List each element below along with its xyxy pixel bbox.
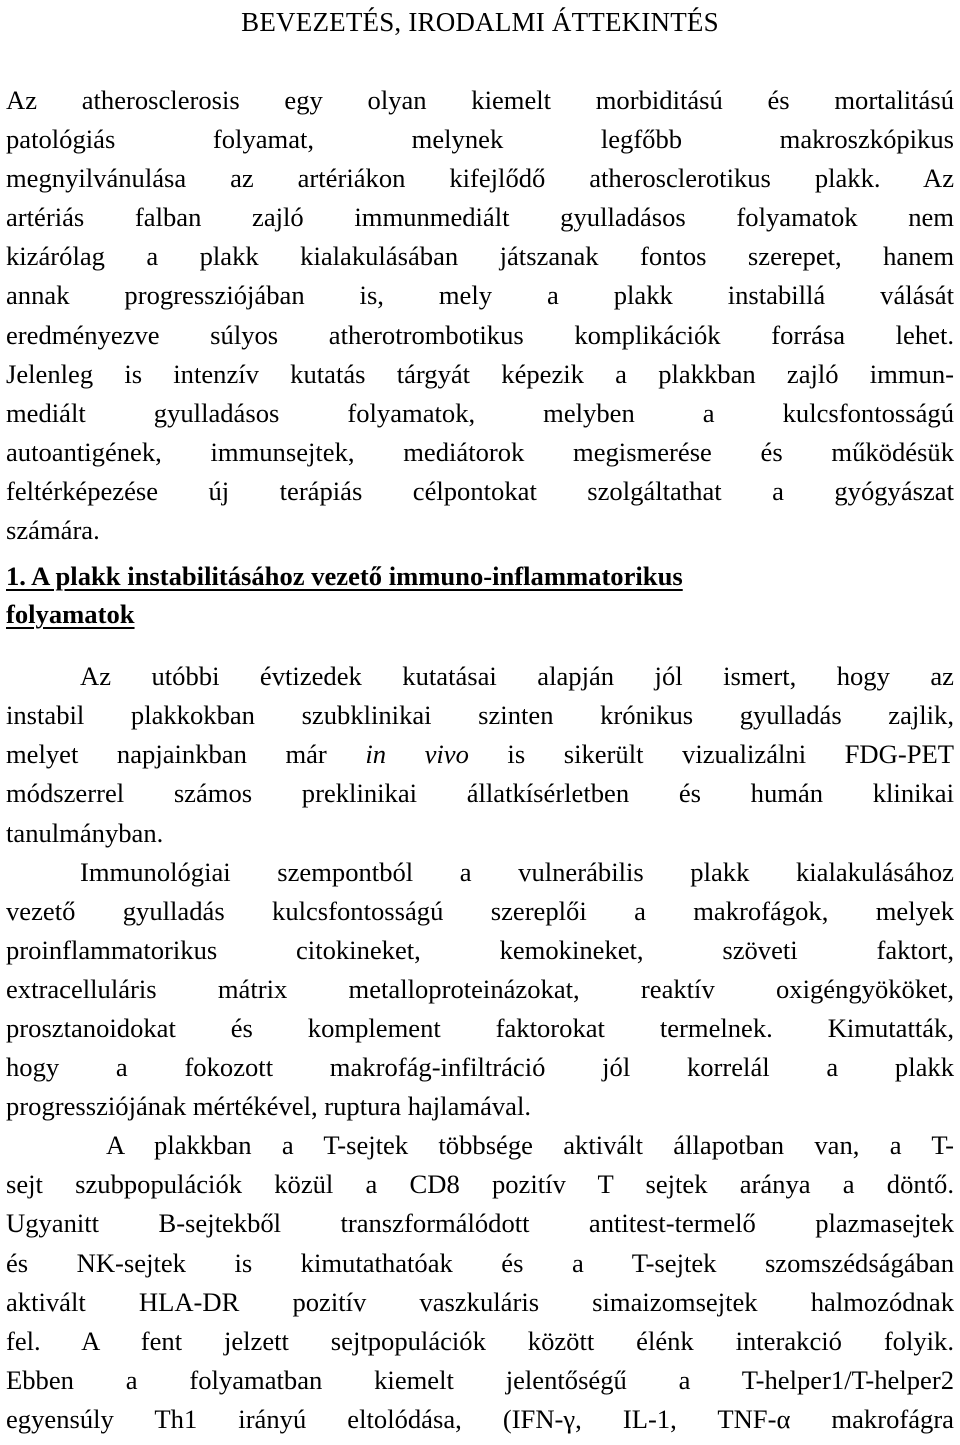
text-line: instabil plakkokban szubklinikai szinten krónikus gyulladás zajlik,: [6, 700, 954, 731]
text-line: annak progressziójában is, mely a plakk instabillá válását: [6, 280, 954, 311]
paragraph-t-cells: [6, 1126, 954, 1439]
text-line: feltérképezése új terápiás célpontokat szolgáltathat a gyógyászat: [6, 475, 954, 506]
text-line: aktivált HLA-DR pozitív vaszkuláris simaizomsejtek halmozódnak: [6, 1286, 954, 1317]
text-line: sejt szubpopulációk közül a CD8 pozitív T sejtek aránya a döntő.: [6, 1169, 954, 1200]
text-segment: is sikerült vizualizálni FDG-PET: [468, 739, 954, 770]
text-line: Az atherosclerosis egy olyan kiemelt morbiditású és mortalitású: [6, 85, 954, 115]
text-line: hogy a fokozott makrofág-infiltráció jól korrelál a plakk: [6, 1052, 954, 1083]
text-line: tanulmányban.: [6, 817, 164, 848]
text-segment: melyet napjainkban már: [6, 739, 366, 770]
paragraph-macrophages: [6, 853, 954, 1127]
paragraph-chronic-inflammation: [6, 657, 954, 852]
text-line: vezető gyulladás kulcsfontosságú szereplői a makrofágok, melyek: [6, 895, 954, 926]
intro-paragraph: [6, 81, 954, 550]
italic-term: in vivo: [365, 739, 469, 770]
text-line: artériás falban zajló immunmediált gyulladásos folyamatok nem: [6, 202, 954, 233]
text-line: módszerrel számos preklinikai állatkísérletben és humán klinikai: [6, 778, 954, 809]
text-line-with-italic: [6, 735, 954, 774]
heading-line: folyamatok: [6, 599, 135, 630]
text-line: proinflammatorikus citokineket, kemokineket, szöveti faktort,: [6, 934, 954, 965]
text-line: eredményezve súlyos atherotrombotikus komplikációk forrása lehet.: [6, 319, 954, 350]
text-line: számára.: [6, 515, 100, 546]
text-line: A plakkban a T-sejtek többsége aktivált állapotban van, a T-: [106, 1130, 954, 1161]
heading-line: 1. A plakk instabilitásához vezető immuno-inflammatorikus: [6, 561, 683, 592]
text-line: megnyilvánulása az artériákon kifejlődő atherosclerotikus plakk. Az: [6, 163, 954, 194]
text-line: progressziójának mértékével, ruptura hajlamával.: [6, 1091, 532, 1122]
page-title: BEVEZETÉS, IRODALMI ÁTTEKINTÉS: [241, 7, 719, 37]
text-line: és NK-sejtek is kimutathatóak és a T-sejtek szomszédságában: [6, 1247, 954, 1278]
text-line: Jelenleg is intenzív kutatás tárgyát képezik a plakkban zajló immun-: [6, 358, 954, 389]
text-line: Az utóbbi évtizedek kutatásai alapján jól ismert, hogy az: [80, 661, 954, 692]
text-line: kizárólag a plakk kialakulásában játszanak fontos szerepet, hanem: [6, 241, 954, 272]
text-line: egyensúly Th1 irányú eltolódása, (IFN-γ, IL-1, TNF-α makrofágra: [6, 1403, 954, 1434]
text-line: fel. A fent jelzett sejtpopulációk között élénk interakció folyik.: [6, 1325, 954, 1356]
text-line: prosztanoidokat és komplement faktorokat termelnek. Kimutatták,: [6, 1012, 954, 1043]
text-line: Ebben a folyamatban kiemelt jelentőségű a T-helper1/T-helper2: [6, 1364, 954, 1395]
text-line: patológiás folyamat, melynek legfőbb makroszkópikus: [6, 124, 954, 155]
text-line: autoantigének, immunsejtek, mediátorok megismerése és működésük: [6, 436, 954, 467]
text-line: extracelluláris mátrix metalloproteinázokat, reaktív oxigéngyököket,: [6, 973, 954, 1004]
text-line: Ugyanitt B-sejtekből transzformálódott antitest-termelő plazmasejtek: [6, 1208, 954, 1239]
section-heading: [6, 557, 954, 633]
text-line: Immunológiai szempontból a vulnerábilis plakk kialakulásához: [80, 856, 954, 887]
text-line: mediált gyulladásos folyamatok, melyben a kulcsfontosságú: [6, 397, 954, 428]
